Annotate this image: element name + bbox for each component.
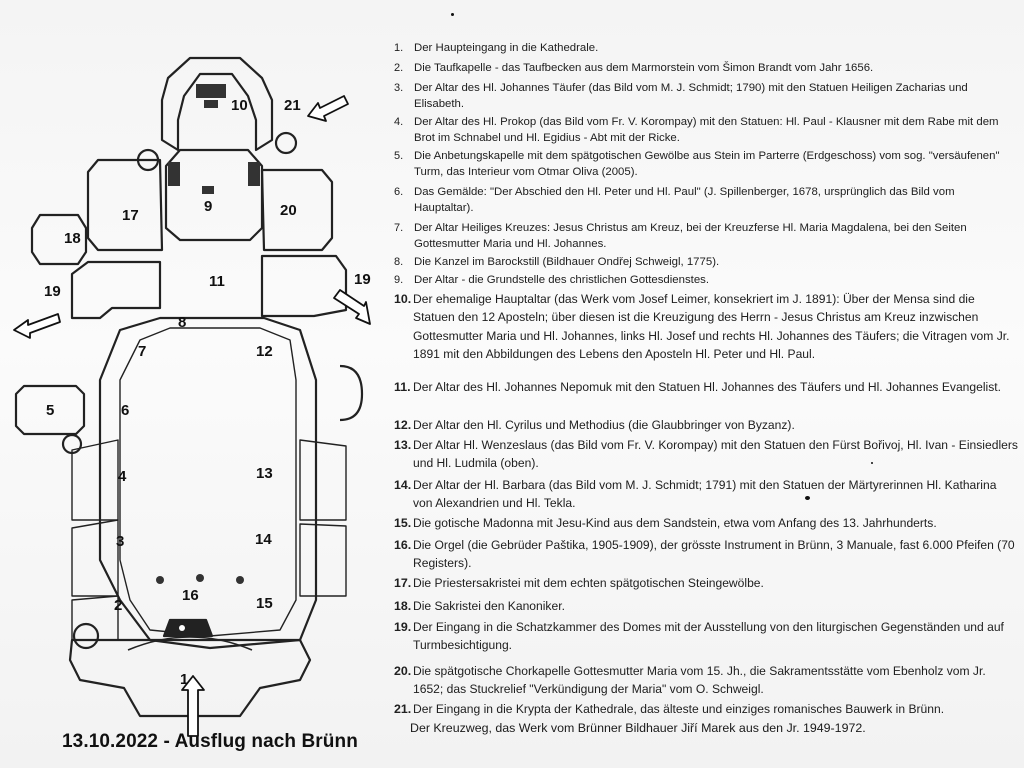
legend-number: 16. [394, 538, 412, 552]
legend-number: 1. [394, 42, 404, 54]
stray-dot [805, 496, 810, 500]
legend-number: 4. [394, 116, 404, 128]
choir-outline [166, 150, 262, 240]
room-label-11: 11 [209, 273, 225, 290]
legend-number: 7. [394, 222, 404, 234]
cathedral-floor-plan [0, 0, 380, 768]
legend-text: Der Altar - die Grundstelle des christlichen Gottesdienstes. [414, 274, 710, 286]
legend-text: Die Taufkapelle - das Taufbecken aus dem Marmorstein vom Šimon Brandt vom Jahr 1656. [414, 62, 874, 74]
room-label-3: 3 [116, 533, 125, 550]
room-label-16: 16 [182, 587, 199, 604]
legend-text: Die gotische Madonna mit Jesu-Kind aus dem Sandstein, etwa vom Anfang des 13. Jahrhunderts. [413, 516, 937, 530]
legend-text: Die Anbetungskapelle mit dem spätgotischen Gewölbe aus Stein im Parterre (Erdgeschoss) vom sog. "versäufenen" Turm, das Interieur vom Otmar Oliva (2005). [414, 150, 1000, 179]
room-label-12: 12 [256, 343, 273, 360]
chapel-20-outline [262, 170, 332, 250]
room-label-2: 2 [114, 597, 123, 614]
room-label-14: 14 [255, 531, 272, 548]
legend-text: Der Altar der Hl. Barbara (das Bild vom M. J. Schmidt; 1791) mit den Statuen der Märtyrerinnen Hl. Katharina von Alexandrien und Hl. Tekla. [413, 478, 997, 511]
legend-number: 10. [394, 292, 412, 306]
legend-number: 14. [394, 478, 412, 492]
room-label-7: 7 [138, 343, 147, 360]
legend-number: 20. [394, 664, 412, 678]
legend-number: 19. [394, 620, 412, 634]
nave-inner-outline [120, 328, 296, 636]
legend-text: Der Eingang in die Schatzkammer des Domes mit der Ausstellung von den liturgischen Gegenständen und auf Turmbesichtigung. [413, 620, 1004, 653]
legend-text: Der Eingang in die Krypta der Kathedrale, das älteste und einziges romanisches Bauwerk in Brünn. [413, 702, 945, 716]
legend-extra-line: Der Kreuzweg, das Werk vom Brünner Bildhauer Jiří Marek aus den Jr. 1949-1972. [410, 721, 866, 735]
legend-number: 2. [394, 62, 404, 74]
legend-number: 12. [394, 418, 412, 432]
room-label-4: 4 [118, 468, 127, 485]
room-label-19-left: 19 [44, 283, 61, 300]
legend-number: 15. [394, 516, 412, 530]
room-label-5: 5 [46, 402, 55, 419]
legend-text: Die Sakristei den Kanoniker. [413, 599, 565, 613]
legend-text: Der Altar den Hl. Cyrilus und Methodius (die Glaubbringer von Byzanz). [413, 418, 795, 432]
legend-number: 8. [394, 256, 404, 268]
legend-number: 5. [394, 150, 404, 162]
legend-number: 9. [394, 274, 404, 286]
floor-plan-drawing [0, 0, 380, 768]
photo-caption: 13.10.2022 - Ausflug nach Brünn [62, 731, 358, 752]
legend-number: 3. [394, 82, 404, 94]
sacristy-17-outline [88, 160, 162, 250]
room-label-8: 8 [178, 314, 187, 331]
legend-number: 21. [394, 702, 412, 716]
legend-text: Das Gemälde: "Der Abschied den Hl. Peter und Hl. Paul" (J. Spillenberger, 1678, ursprünglich das Bild vom Hauptaltar). [414, 186, 955, 215]
legend-text: Der Altar Hl. Wenzeslaus (das Bild vom Fr. V. Korompay) mit den Statuen den Fürst Bořivoj, Hl. Ivan - Einsiedlers und Hl. Ludmila (oben). [413, 438, 1018, 471]
legend-text: Der Haupteingang in die Kathedrale. [414, 42, 599, 54]
room-label-18: 18 [64, 230, 81, 247]
stray-dot [451, 13, 454, 16]
room-label-1: 1 [180, 671, 189, 688]
transept-left-outline [72, 262, 160, 318]
arrow-19-left-icon [14, 314, 60, 338]
room-label-6: 6 [121, 402, 130, 419]
stray-dot [871, 462, 873, 464]
room-label-15: 15 [256, 595, 273, 612]
room-label-13: 13 [256, 465, 273, 482]
arrow-19-right-icon [334, 290, 370, 324]
room-label-9: 9 [204, 198, 213, 215]
legend-text: Der ehemalige Hauptaltar (das Werk vom Josef Leimer, konsekriert im J. 1891): Über der Mensa sind die Statuen den 12 Aposteln; über diesen ist die Kreuzigung des Herrn - Jesus Christus am Kreuz inzwischen Gottesmutter Maria und Hl. Johannes, links Hl. Josef und rechts Hl. Johannes des Täufers; die Vitragen vom Jr. 1891 mit den Abbildungen des Lebens den Aposteln Hl. Peter und Hl. Paul. [413, 292, 1010, 362]
legend-number: 17. [394, 576, 412, 590]
legend-text: Die Priestersakristei mit dem echten spätgotischen Steingewölbe. [413, 576, 764, 590]
room-label-20: 20 [280, 202, 297, 219]
legend-text: Der Altar Heiliges Kreuzes: Jesus Christus am Kreuz, bei der Kreuzferse Hl. Maria Magdalena, bei den Seiten Gottesmutter Maria und Hl. Johannes. [414, 222, 967, 251]
transept-right-outline [262, 256, 346, 316]
room-label-17: 17 [122, 207, 139, 224]
legend-text: Der Altar des Hl. Prokop (das Bild vom Fr. V. Korompay) mit den Statuen: Hl. Paul - Klausner mit dem Rabe mit dem Brot im Schnabel und Hl. Egidius - Abt mit der Ricke. [414, 116, 999, 145]
room-label-21: 21 [284, 97, 301, 114]
legend-text: Der Altar des Hl. Johannes Täufer (das Bild vom M. J. Schmidt; 1790) mit den Statuen Heiligen Zacharias und Elisabeth. [414, 82, 968, 111]
legend-text: Die Kanzel im Barockstill (Bildhauer Ondřej Schweigl, 1775). [414, 256, 720, 268]
arrow-21-icon [308, 96, 348, 121]
legend-number: 18. [394, 599, 412, 613]
room-label-10: 10 [231, 97, 248, 114]
legend-text: Der Altar des Hl. Johannes Nepomuk mit den Statuen Hl. Johannes des Täufers und Hl. Johannes Evangelist. [413, 380, 1001, 394]
legend-number: 13. [394, 438, 412, 452]
legend-number: 6. [394, 186, 404, 198]
room-label-19-right: 19 [354, 271, 371, 288]
nave-outline [100, 318, 316, 648]
legend-text: Die Orgel (die Gebrüder Paštika, 1905-1909), der grösste Instrument in Brünn, 3 Manuale, fast 6.000 Pfeifen (70 Registers). [413, 538, 1015, 571]
legend-number: 11. [394, 380, 411, 394]
legend-text: Die spätgotische Chorkapelle Gottesmutter Maria vom 15. Jh., die Sakramentsstätte vom Ebenholz vom Jr. 1652; das Stuckrelief "Verkündigung der Maria" vom O. Schweigl. [413, 664, 986, 697]
stair-right [276, 133, 296, 153]
oriel-right [340, 366, 362, 420]
